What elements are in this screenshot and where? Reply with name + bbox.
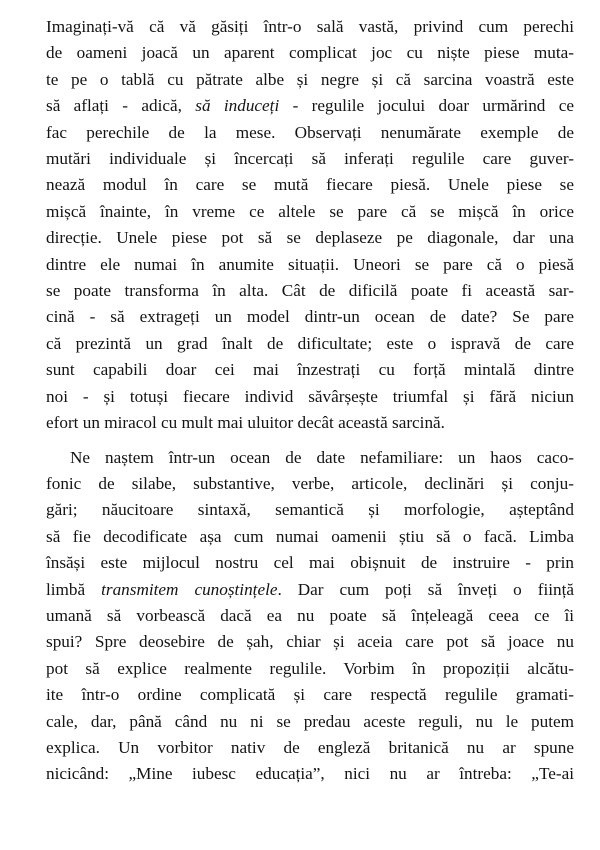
text-line: se poate transforma în alta. Cât de dificilă poate fi această sar- — [46, 281, 574, 301]
text-line: umană să vorbească dacă ea nu poate să înțeleagă ceea ce îi — [46, 605, 574, 625]
text-line: de oameni joacă un aparent complicat joc cu niște piese muta- — [46, 43, 574, 63]
text-line: fac perechile de la mese. Observați nenumărate exemple de — [46, 122, 574, 142]
text-line: ite într-o ordine complicată și care respectă regulile gramati- — [46, 685, 574, 705]
text-line: nicicând: „Mine iubesc educația”, nici nu ar întreba: „Te-ai — [46, 764, 574, 784]
text-line: Ne naștem într-un ocean de date nefamiliare: un haos caco- — [70, 447, 574, 467]
text-run: limbă — [46, 579, 102, 599]
text-run: să aflați - adică, — [46, 96, 196, 116]
text-line — [46, 577, 574, 603]
text-line: efort un miracol cu mult mai uluitor decât această sarcină. — [46, 413, 445, 433]
page-header-mark — [46, 0, 70, 6]
text-line: direcție. Unele piese pot să se deplaseze pe diagonale, dar una — [46, 228, 574, 248]
emphasis-text: transmitem cunoștințele — [101, 579, 278, 599]
text-line: însăși este mijlocul nostru cel mai obișnuit de instruire - prin — [46, 553, 574, 573]
text-run: . Dar cum poți să înveți o ființă — [277, 579, 574, 599]
text-line: Imaginați-vă că vă găsiți într-o sală vastă, privind cum perechi — [46, 17, 574, 36]
text-run: - regulile jocului doar urmărind ce — [279, 96, 574, 116]
emphasis-text: să induceți — [195, 96, 280, 116]
text-line: explica. Un vorbitor nativ de engleză britanică nu ar spune — [46, 737, 574, 757]
paragraph-2 — [46, 445, 574, 788]
text-line: că prezintă un grad înalt de dificultate; este o ispravă de care — [46, 333, 574, 353]
text-line: mișcă înainte, în vreme ce altele se pare că se mișcă în orice — [46, 201, 574, 221]
text-line: fonic de silabe, substantive, verbe, articole, declinări și conju- — [46, 473, 574, 493]
text-line: nează modul în care se mută fiecare piesă. Unele piese se — [46, 175, 574, 195]
text-line: mutări individuale și încercați să inferați regulile care guver- — [46, 149, 574, 169]
text-line: spui? Spre deosebire de șah, chiar și aceia care pot să joace nu — [46, 632, 574, 652]
text-line: cină - să extrageți un model dintr-un ocean de date? Se pare — [46, 307, 574, 327]
text-line: noi - și totuși fiecare individ săvârșește triumfal și fără niciun — [46, 386, 574, 406]
text-line: cale, dar, până când nu ni se predau aceste reguli, nu le putem — [46, 711, 574, 731]
text-line: sunt capabili doar cei mai înzestrați cu forță mintală dintre — [46, 360, 574, 380]
text-line: să fie decodificate așa cum numai oamenii știu să o facă. Limba — [46, 526, 574, 546]
text-line: te pe o tablă cu pătrate albe și negre și că sarcina voastră este — [46, 69, 574, 89]
text-line: dintre ele numai în anumite situații. Uneori se pare că o piesă — [46, 254, 574, 274]
text-line: pot să explice realmente regulile. Vorbim în propoziții alcătu- — [46, 658, 574, 678]
text-line — [46, 93, 574, 119]
text-line: gări; năucitoare sintaxă, semantică și morfologie, așteptând — [46, 500, 574, 520]
paragraph-1 — [46, 14, 574, 437]
